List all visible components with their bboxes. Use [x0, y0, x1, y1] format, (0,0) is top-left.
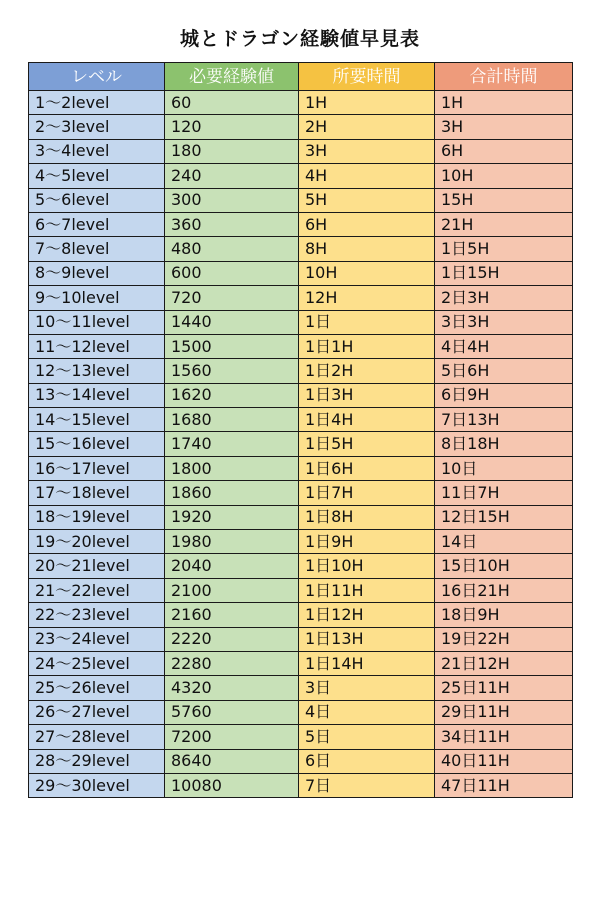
level-cell: 14～15level	[29, 408, 165, 432]
table-row	[29, 456, 573, 480]
level-cell: 4～5level	[29, 164, 165, 188]
table-row	[29, 773, 573, 797]
required-time-cell: 1日14H	[299, 651, 435, 675]
required-time-cell: 6H	[299, 212, 435, 236]
table-row	[29, 91, 573, 115]
required-time-cell: 2H	[299, 115, 435, 139]
required-time-cell: 3H	[299, 139, 435, 163]
required-exp-cell: 1980	[165, 530, 299, 554]
required-time-cell: 12H	[299, 286, 435, 310]
required-exp-cell: 1860	[165, 481, 299, 505]
header-required-exp: 必要経験値	[165, 63, 299, 91]
table-row	[29, 627, 573, 651]
required-exp-cell: 1740	[165, 432, 299, 456]
total-time-cell: 4日4H	[435, 334, 573, 358]
required-exp-cell: 7200	[165, 725, 299, 749]
required-time-cell: 1H	[299, 91, 435, 115]
table-row	[29, 578, 573, 602]
total-time-cell: 3日3H	[435, 310, 573, 334]
required-exp-cell: 360	[165, 212, 299, 236]
table-body	[29, 91, 573, 798]
total-time-cell: 40日11H	[435, 749, 573, 773]
table-row	[29, 334, 573, 358]
level-cell: 7～8level	[29, 237, 165, 261]
required-exp-cell: 5760	[165, 700, 299, 724]
table-row	[29, 261, 573, 285]
level-cell: 19～20level	[29, 530, 165, 554]
header-row	[29, 63, 573, 91]
table-row	[29, 505, 573, 529]
required-time-cell: 1日6H	[299, 456, 435, 480]
level-cell: 16～17level	[29, 456, 165, 480]
table-row	[29, 237, 573, 261]
required-exp-cell: 2280	[165, 651, 299, 675]
required-time-cell: 1日1H	[299, 334, 435, 358]
level-cell: 20～21level	[29, 554, 165, 578]
level-cell: 9～10level	[29, 286, 165, 310]
level-cell: 11～12level	[29, 334, 165, 358]
required-exp-cell: 300	[165, 188, 299, 212]
level-cell: 18～19level	[29, 505, 165, 529]
required-time-cell: 1日9H	[299, 530, 435, 554]
required-time-cell: 10H	[299, 261, 435, 285]
table-row	[29, 603, 573, 627]
table-row	[29, 139, 573, 163]
total-time-cell: 19日22H	[435, 627, 573, 651]
level-cell: 26～27level	[29, 700, 165, 724]
required-exp-cell: 1920	[165, 505, 299, 529]
required-time-cell: 1日8H	[299, 505, 435, 529]
required-exp-cell: 8640	[165, 749, 299, 773]
required-exp-cell: 720	[165, 286, 299, 310]
required-exp-cell: 1500	[165, 334, 299, 358]
level-cell: 12～13level	[29, 359, 165, 383]
required-time-cell: 8H	[299, 237, 435, 261]
table-row	[29, 432, 573, 456]
total-time-cell: 21H	[435, 212, 573, 236]
table-row	[29, 359, 573, 383]
table-row	[29, 310, 573, 334]
required-exp-cell: 1680	[165, 408, 299, 432]
required-exp-cell: 240	[165, 164, 299, 188]
level-cell: 5～6level	[29, 188, 165, 212]
total-time-cell: 34日11H	[435, 725, 573, 749]
required-exp-cell: 2040	[165, 554, 299, 578]
total-time-cell: 18日9H	[435, 603, 573, 627]
required-time-cell: 1日3H	[299, 383, 435, 407]
required-time-cell: 1日11H	[299, 578, 435, 602]
total-time-cell: 16日21H	[435, 578, 573, 602]
required-time-cell: 1日7H	[299, 481, 435, 505]
required-exp-cell: 180	[165, 139, 299, 163]
table-row	[29, 725, 573, 749]
required-exp-cell: 480	[165, 237, 299, 261]
required-time-cell: 1日12H	[299, 603, 435, 627]
total-time-cell: 10日	[435, 456, 573, 480]
table-row	[29, 700, 573, 724]
total-time-cell: 47日11H	[435, 773, 573, 797]
required-exp-cell: 1440	[165, 310, 299, 334]
page-title: 城とドラゴン経験値早見表	[179, 28, 420, 50]
required-exp-cell: 120	[165, 115, 299, 139]
total-time-cell: 21日12H	[435, 651, 573, 675]
table-row	[29, 651, 573, 675]
total-time-cell: 12日15H	[435, 505, 573, 529]
required-time-cell: 5日	[299, 725, 435, 749]
level-cell: 25～26level	[29, 676, 165, 700]
required-time-cell: 5H	[299, 188, 435, 212]
required-exp-cell: 1560	[165, 359, 299, 383]
experience-table	[28, 62, 573, 798]
required-exp-cell: 1620	[165, 383, 299, 407]
required-time-cell: 3日	[299, 676, 435, 700]
total-time-cell: 1H	[435, 91, 573, 115]
table-row	[29, 554, 573, 578]
table-row	[29, 481, 573, 505]
total-time-cell: 5日6H	[435, 359, 573, 383]
table-row	[29, 212, 573, 236]
total-time-cell: 3H	[435, 115, 573, 139]
level-cell: 2～3level	[29, 115, 165, 139]
level-cell: 6～7level	[29, 212, 165, 236]
level-cell: 13～14level	[29, 383, 165, 407]
required-exp-cell: 2100	[165, 578, 299, 602]
total-time-cell: 7日13H	[435, 408, 573, 432]
required-time-cell: 1日2H	[299, 359, 435, 383]
level-cell: 23～24level	[29, 627, 165, 651]
table-row	[29, 286, 573, 310]
total-time-cell: 14日	[435, 530, 573, 554]
total-time-cell: 6日9H	[435, 383, 573, 407]
required-time-cell: 1日4H	[299, 408, 435, 432]
required-exp-cell: 2160	[165, 603, 299, 627]
level-cell: 15～16level	[29, 432, 165, 456]
level-cell: 1～2level	[29, 91, 165, 115]
total-time-cell: 2日3H	[435, 286, 573, 310]
level-cell: 3～4level	[29, 139, 165, 163]
required-time-cell: 1日	[299, 310, 435, 334]
level-cell: 10～11level	[29, 310, 165, 334]
level-cell: 29～30level	[29, 773, 165, 797]
total-time-cell: 15H	[435, 188, 573, 212]
required-time-cell: 4日	[299, 700, 435, 724]
total-time-cell: 10H	[435, 164, 573, 188]
required-exp-cell: 1800	[165, 456, 299, 480]
total-time-cell: 6H	[435, 139, 573, 163]
level-cell: 27～28level	[29, 725, 165, 749]
total-time-cell: 25日11H	[435, 676, 573, 700]
level-cell: 24～25level	[29, 651, 165, 675]
required-exp-cell: 2220	[165, 627, 299, 651]
level-cell: 21～22level	[29, 578, 165, 602]
level-cell: 22～23level	[29, 603, 165, 627]
table-row	[29, 383, 573, 407]
table-row	[29, 188, 573, 212]
required-time-cell: 6日	[299, 749, 435, 773]
required-time-cell: 1日5H	[299, 432, 435, 456]
required-time-cell: 4H	[299, 164, 435, 188]
header-total-time: 合計時間	[435, 63, 573, 91]
required-time-cell: 1日10H	[299, 554, 435, 578]
table-row	[29, 749, 573, 773]
required-exp-cell: 60	[165, 91, 299, 115]
required-time-cell: 7日	[299, 773, 435, 797]
total-time-cell: 11日7H	[435, 481, 573, 505]
level-cell: 17～18level	[29, 481, 165, 505]
level-cell: 8～9level	[29, 261, 165, 285]
total-time-cell: 29日11H	[435, 700, 573, 724]
table-row	[29, 530, 573, 554]
total-time-cell: 15日10H	[435, 554, 573, 578]
required-time-cell: 1日13H	[299, 627, 435, 651]
table-row	[29, 115, 573, 139]
required-exp-cell: 600	[165, 261, 299, 285]
table-row	[29, 164, 573, 188]
table-row	[29, 676, 573, 700]
total-time-cell: 1日5H	[435, 237, 573, 261]
header-required-time: 所要時間	[299, 63, 435, 91]
required-exp-cell: 4320	[165, 676, 299, 700]
total-time-cell: 8日18H	[435, 432, 573, 456]
required-exp-cell: 10080	[165, 773, 299, 797]
total-time-cell: 1日15H	[435, 261, 573, 285]
level-cell: 28～29level	[29, 749, 165, 773]
header-level: レベル	[29, 63, 165, 91]
table-row	[29, 408, 573, 432]
